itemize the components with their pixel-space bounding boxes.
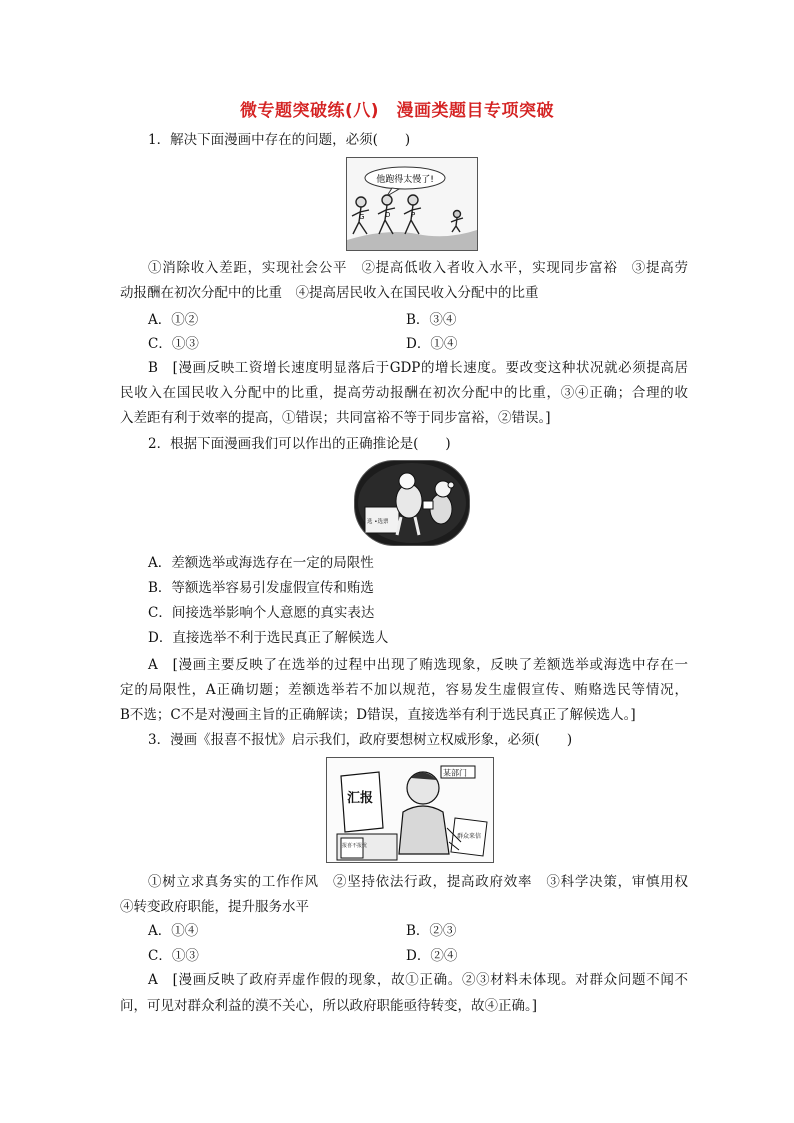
board-label: 汇报 xyxy=(347,791,374,806)
question-1-answer-line: 民收入在国民收入分配中的比重，提高劳动报酬在初次分配中的比重，③④正确；合理的收 xyxy=(120,385,688,401)
question-3-stem: 3．漫画《报喜不报忧》启示我们，政府要想树立权威形象，必须( ) xyxy=(148,732,573,748)
page-title: 微专题突破练(八) 漫画类题目专项突破 xyxy=(239,101,555,121)
runner-label-g: G xyxy=(359,213,365,221)
question-3-option-c: C．①③ xyxy=(148,948,199,964)
question-1-option-b: B．③④ xyxy=(406,312,457,328)
question-2-option-b: B．等额选举容易引发虚假宣传和贿选 xyxy=(148,580,374,596)
question-2-cartoon xyxy=(354,460,470,546)
question-1-statement-line: ①消除收入差距，实现社会公平 ②提高低收入者收入水平，实现同步富裕 ③提高劳 xyxy=(148,260,688,276)
question-1-option-c: C．①③ xyxy=(148,336,199,352)
question-3-option-a: A．①④ xyxy=(148,923,199,939)
question-3-option-d: D．②④ xyxy=(406,948,458,964)
question-2-answer-line: B不选；C不是对漫画主旨的正确解读；D错误，直接选举有利于选民真正了解候选人。] xyxy=(120,707,636,723)
runner-label-d: D xyxy=(385,211,391,219)
badge-label: 某部门 xyxy=(443,768,467,778)
runner-label-p: P xyxy=(411,211,416,219)
question-2-answer-line: A [漫画主要反映了在选举的过程中出现了贿选现象，反映了差额选举或海选中存在一 xyxy=(148,657,688,673)
question-2-answer-line: 定的局限性，A正确切题；差额选举若不加以规范，容易发生虚假宣传、贿赂选民等情况， xyxy=(120,682,688,698)
cartoon-runners-illustration xyxy=(347,158,477,250)
paper-left-label: 报喜不报忧 xyxy=(342,843,368,849)
cartoon-speech-text: 他跑得太慢了! xyxy=(376,175,434,185)
paper-right-label: 群众来信 xyxy=(457,833,482,840)
question-2-option-d: D．直接选举不利于选民真正了解候选人 xyxy=(148,630,389,646)
question-1-option-a: A．①② xyxy=(148,312,199,328)
question-3-statement-line: ④转变政府职能，提升服务水平 xyxy=(120,899,309,915)
question-1-option-d: D．①④ xyxy=(406,336,458,352)
question-1-cartoon xyxy=(346,157,478,251)
question-1-answer-line: 入差距有利于效率的提高，①错误；共同富裕不等于同步富裕，②错误。] xyxy=(120,410,551,426)
question-2-stem: 2．根据下面漫画我们可以作出的正确推论是( ) xyxy=(148,436,451,452)
question-1-stem: 1．解决下面漫画中存在的问题，必须( ) xyxy=(148,132,411,148)
question-1-answer-line: B [漫画反映工资增长速度明显落后于GDP的增长速度。要改变这种状况就必须提高居 xyxy=(148,360,688,376)
question-3-cartoon xyxy=(326,757,494,863)
question-3-option-b: B．②③ xyxy=(406,923,457,939)
cartoon-ballot-bribery-illustration xyxy=(355,461,469,545)
question-2-option-a: A．差额选举或海选存在一定的局限性 xyxy=(148,555,374,571)
ballot-box-label: 选 •选票 xyxy=(367,519,389,525)
question-3-statement-line: ①树立求真务实的工作作风 ②坚持依法行政，提高政府效率 ③科学决策，审慎用权 xyxy=(148,874,688,890)
question-1-statement-line: 动报酬在初次分配中的比重 ④提高居民收入在国民收入分配中的比重 xyxy=(120,285,539,301)
question-3-answer-line: A [漫画反映了政府弄虚作假的现象，故①正确。②③材料未体现。对群众问题不闻不 xyxy=(148,972,688,988)
cartoon-report-illustration xyxy=(327,758,493,862)
question-2-option-c: C．间接选举影响个人意愿的真实表达 xyxy=(148,605,375,621)
question-3-answer-line: 问，可见对群众利益的漠不关心，所以政府职能亟待转变，故④正确。] xyxy=(120,998,538,1014)
